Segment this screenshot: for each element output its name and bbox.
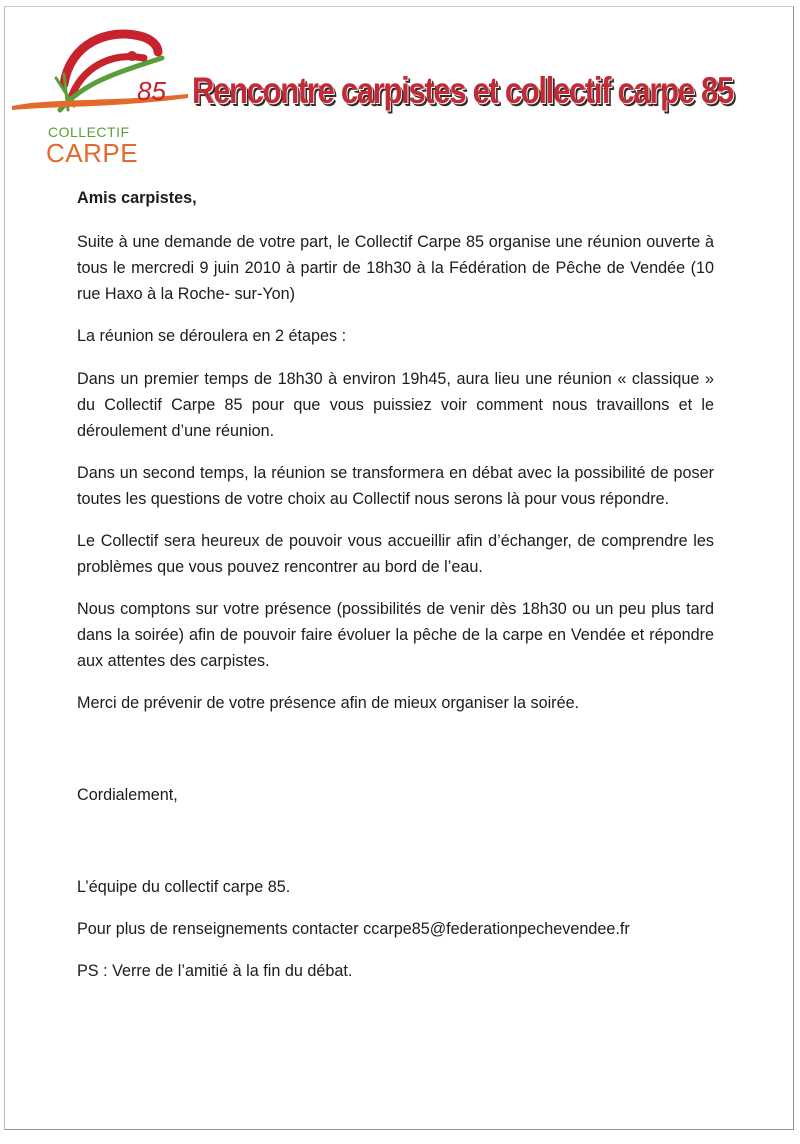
fish-eye bbox=[127, 51, 137, 61]
logo-number: 85 bbox=[137, 76, 166, 106]
paragraph-welcome: Le Collectif sera heureux de pouvoir vous accueillir afin d’échanger, de comprendre les problèmes que vous pouvez rencontrer au bord de l’eau. bbox=[77, 532, 714, 576]
collectif-carpe-logo bbox=[12, 14, 188, 168]
letter-body bbox=[77, 185, 714, 984]
paragraph-presence: Nous comptons sur votre présence (possibilités de venir dès 18h30 ou un peu plus tard dans la soirée) afin de pouvoir faire évoluer la pêche de la carpe en Vendée et répondre aux attentes des carpistes. bbox=[77, 600, 714, 670]
paragraph-rsvp: Merci de prévenir de votre présence afin de mieux organiser la soirée. bbox=[77, 694, 580, 712]
paragraph-second-part: Dans un second temps, la réunion se transformera en débat avec la possibilité de poser toutes les questions de votre choix au Collectif nous serons là pour vous répondre. bbox=[77, 464, 714, 508]
letter-signature: L’équipe du collectif carpe 85. bbox=[77, 878, 291, 896]
logo-collectif-text: COLLECTIF bbox=[48, 124, 130, 140]
paragraph-steps: La réunion se déroulera en 2 étapes : bbox=[77, 327, 347, 345]
paragraph-first-part: Dans un premier temps de 18h30 à environ 19h45, aura lieu une réunion « classique » du Collectif Carpe 85 pour que vous puissiez voir comment nous travaillons et le déroulement d’une réunion. bbox=[77, 370, 714, 440]
letter-closing: Cordialement, bbox=[77, 786, 178, 804]
document-title: Rencontre carpistes et collectif carpe 85 bbox=[192, 70, 733, 111]
contact-line: Pour plus de renseignements contacter ccarpe85@federationpechevendee.fr bbox=[77, 920, 630, 938]
postscript: PS : Verre de l’amitié à la fin du débat. bbox=[77, 962, 353, 980]
paragraph-intro: Suite à une demande de votre part, le Collectif Carpe 85 organise une réunion ouverte à tous le mercredi 9 juin 2010 à partir de 18h30 à la Fédération de Pêche de Vendée (10 rue Haxo à la Roche- sur-Yon) bbox=[77, 233, 714, 303]
logo-carpe-text: CARPE bbox=[46, 138, 139, 168]
letter-greeting: Amis carpistes, bbox=[77, 189, 197, 207]
